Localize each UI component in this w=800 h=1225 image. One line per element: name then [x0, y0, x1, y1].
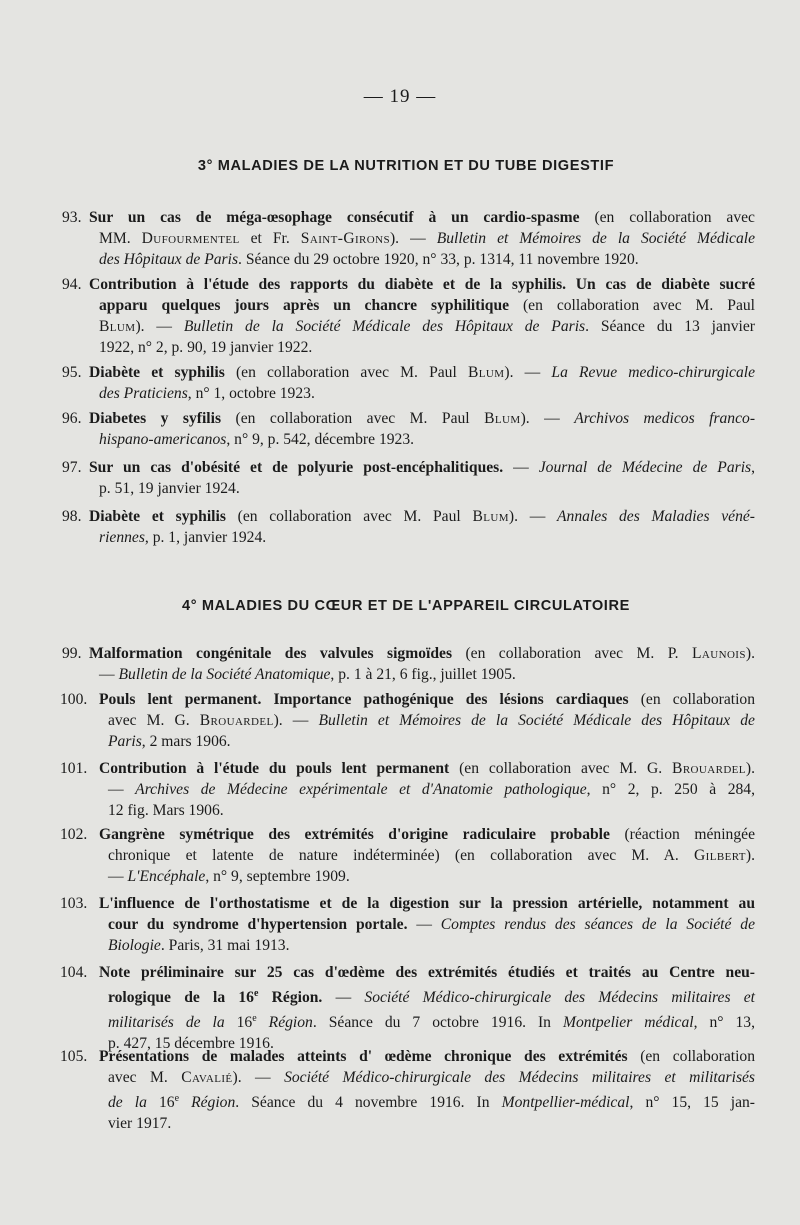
entry-text-segment: p. 51, 19 janvier 1924.: [99, 480, 240, 497]
entry-text-segment: (en collaboration: [627, 1048, 755, 1065]
entry-text-segment: Diabetes y syfilis: [89, 410, 222, 427]
entry-text-segment: Archives de Médecine expérimentale et d'Anatomie pathologique: [135, 781, 587, 798]
entry-text-segment: ).: [745, 645, 755, 662]
entry-text-segment: Malformation congénitale des valvules sigmoïdes: [89, 645, 453, 662]
bibliography-entry-100: [0, 689, 800, 752]
entry-text-segment: Montpelier médical: [562, 1014, 694, 1032]
entry-text-segment: (réaction méningée: [609, 826, 755, 843]
entry-text-segment: Blum: [484, 410, 521, 427]
entry-text-segment: e: [252, 1013, 257, 1025]
entry-text-segment: Annales des Maladies véné-: [557, 508, 755, 525]
entry-text: [89, 643, 755, 685]
entry-text: [89, 274, 755, 358]
entry-text-segment: avec M.: [108, 1069, 182, 1086]
bibliography-entry-93: [0, 207, 800, 270]
entry-text-segment: ). —: [135, 318, 184, 335]
bibliography-entry-102: [0, 824, 800, 887]
entry-text-segment: Pouls lent permanent. Importance pathogénique des lésions cardiaques: [99, 691, 629, 708]
entry-text-segment: des Hôpitaux de Paris: [99, 251, 239, 268]
entry-text-segment: Région.: [258, 989, 323, 1007]
entry-text-segment: 16: [146, 1094, 175, 1112]
bibliography-entry-103: [0, 893, 800, 956]
entry-text-segment: ). —: [520, 410, 575, 427]
entry-text: [99, 758, 755, 821]
entry-text-segment: . Séance du 13 janvier: [585, 318, 755, 335]
entry-text-segment: Paris: [108, 733, 142, 750]
entry-text-segment: . Séance du 29 octobre 1920, n° 33, p. 1314, 11 novembre 1920.: [238, 251, 639, 268]
entry-text-segment: cour du syndrome d'hypertension portale.: [108, 916, 408, 933]
entry-text-segment: Biologie: [108, 937, 161, 954]
entry-text-segment: ). —: [389, 230, 437, 247]
entry-text-segment: Launois: [692, 645, 746, 662]
entry-text: [89, 506, 755, 548]
bibliography-entry-96: [0, 408, 800, 450]
section-heading-circulatory: 4° MALADIES DU CŒUR ET DE L'APPAREIL CIRCULATOIRE: [182, 598, 630, 614]
entry-text-segment: Sur un cas de méga-œsophage consécutif à un cardio-spasme: [89, 209, 580, 226]
entry-text-segment: (en collaboration avec M. P.: [452, 645, 692, 662]
entry-text-segment: MM.: [99, 230, 142, 247]
entry-text-segment: Gangrène symétrique des extrémités d'origine radiculaire probable: [99, 826, 610, 843]
entry-text-segment: Blum: [472, 508, 509, 525]
entry-text-segment: Présentations de malades atteints d' œdème chronique des extrémités: [99, 1048, 628, 1065]
entry-number: 102.: [60, 826, 88, 843]
entry-text: [99, 962, 755, 1054]
entry-text-segment: , n° 15, 15 jan-: [629, 1094, 755, 1112]
entry-number: 105.: [60, 1048, 88, 1065]
entry-text-segment: , n° 2, p. 250 à 284,: [586, 781, 755, 798]
page-number: — 19 —: [363, 86, 437, 107]
entry-text-segment: Société Médico-chirurgicale des Médecins militaires et: [364, 989, 756, 1007]
entry-number: 96.: [62, 410, 82, 427]
entry-text-segment: et Fr.: [239, 230, 301, 247]
entry-text-segment: de la: [108, 1094, 147, 1112]
entry-text: [89, 207, 755, 270]
entry-text-segment: hispano-americanos: [99, 431, 227, 448]
entry-text-segment: Bulletin et Mémoires de la Société Médicale des Hôpitaux de: [318, 712, 755, 729]
entry-text-segment: La Revue medico-chirurgicale: [551, 364, 755, 381]
entry-number: 93.: [62, 209, 82, 226]
entry-text-segment: (en collaboration avec M. Paul: [225, 508, 473, 525]
entry-text-segment: des Praticiens: [99, 385, 188, 402]
entry-text-segment: ,: [751, 459, 756, 476]
entry-text-segment: Archivos medicos franco-: [574, 410, 756, 427]
entry-text-segment: Comptes rendus des séances de la Société de: [440, 916, 755, 933]
entry-text-segment: 16: [224, 1014, 253, 1032]
entry-text-segment: ). —: [504, 364, 552, 381]
entry-text-segment: Région: [256, 1014, 313, 1032]
entry-text: [89, 408, 755, 450]
entry-text-segment: Saint-Girons: [300, 230, 390, 247]
bibliography-entry-104: [0, 962, 800, 1053]
entry-number: 95.: [62, 364, 82, 381]
entry-text-segment: Région: [179, 1094, 236, 1112]
entry-text-segment: , p. 1 à 21, 6 fig., juillet 1905.: [330, 666, 516, 683]
entry-text: [99, 824, 755, 887]
section-heading-nutrition: 3° MALADIES DE LA NUTRITION ET DU TUBE DIGESTIF: [197, 158, 615, 174]
entry-text: [89, 362, 755, 404]
bibliography-entry-105: [0, 1046, 800, 1133]
entry-text-segment: , p. 1, janvier 1924.: [144, 529, 267, 546]
entry-text-segment: —: [99, 666, 119, 683]
entry-text-segment: Brouardel: [672, 760, 746, 777]
entry-text: [99, 1046, 755, 1134]
entry-text-segment: , n° 1, octobre 1923.: [187, 385, 315, 402]
entry-text-segment: Blum: [467, 364, 505, 381]
entry-text-segment: chronique et latente de nature indéterminée) (en collaboration avec M. A.: [108, 847, 694, 864]
bibliography-entry-97: [0, 457, 800, 499]
entry-text: [99, 893, 755, 956]
entry-text-segment: Diabète et syphilis: [89, 508, 226, 525]
entry-text-segment: Montpellier-médical: [501, 1094, 630, 1112]
bibliography-entry-101: [0, 758, 800, 821]
entry-number: 100.: [60, 691, 88, 708]
bibliography-entry-98: [0, 506, 800, 548]
entry-text-segment: ).: [745, 760, 755, 777]
entry-text-segment: e: [253, 988, 259, 999]
entry-text-segment: —: [108, 781, 136, 798]
entry-text-segment: (en collaboration avec M. Paul: [224, 364, 468, 381]
entry-text-segment: Journal de Médecine de Paris: [538, 459, 752, 476]
entry-number: 94.: [62, 276, 82, 293]
entry-text-segment: (en collaboration avec: [579, 209, 755, 226]
entry-text-segment: avec M. G.: [108, 712, 200, 729]
entry-text-segment: , n° 9, septembre 1909.: [205, 868, 350, 885]
entry-text-segment: ). —: [508, 508, 558, 525]
entry-text-segment: Sur un cas d'obésité et de polyurie post-encéphalitiques.: [89, 459, 504, 476]
entry-text-segment: (en collaboration avec M. Paul: [509, 297, 755, 314]
entry-text-segment: Gilbert: [694, 847, 746, 864]
entry-text-segment: militarisés de la: [108, 1014, 225, 1032]
entry-text-segment: Contribution à l'étude des rapports du diabète et de la syphilis. Un cas de diabète sucré: [89, 276, 755, 293]
entry-text-segment: , n° 13,: [693, 1014, 755, 1032]
entry-text-segment: 12 fig. Mars 1906.: [108, 802, 224, 819]
entry-text-segment: Brouardel: [199, 712, 274, 729]
entry-number: 98.: [62, 508, 82, 525]
entry-text-segment: —: [108, 868, 128, 885]
entry-text-segment: vier 1917.: [108, 1115, 172, 1133]
entry-text-segment: Société Médico-chirurgicale des Médecins militaires et militarisés: [284, 1069, 755, 1086]
entry-text-segment: rologique de la 16: [108, 989, 254, 1007]
entry-number: 97.: [62, 459, 82, 476]
bibliography-entry-94: [0, 274, 800, 358]
entry-text-segment: ).: [745, 847, 755, 864]
entry-text-segment: Bulletin et Mémoires de la Société Médicale: [436, 230, 756, 247]
entry-number: 103.: [60, 895, 88, 912]
entry-text-segment: . Paris, 31 mai 1913.: [160, 937, 290, 954]
entry-text-segment: Blum: [99, 318, 136, 335]
entry-text-segment: , 2 mars 1906.: [141, 733, 231, 750]
entry-text: [99, 689, 755, 752]
entry-text-segment: riennes: [99, 529, 145, 546]
entry-text-segment: , n° 9, p. 542, décembre 1923.: [226, 431, 415, 448]
entry-text-segment: apparu quelques jours après un chancre syphilitique: [99, 297, 510, 314]
entry-text-segment: (en collaboration: [628, 691, 755, 708]
entry-text-segment: ). —: [232, 1069, 285, 1086]
entry-text-segment: (en collaboration avec M. G.: [449, 760, 673, 777]
bibliography-entry-99: [0, 643, 800, 685]
entry-text-segment: Contribution à l'étude du pouls lent permanent: [99, 760, 450, 777]
entry-number: 99.: [62, 645, 82, 662]
entry-text-segment: 1922, n° 2, p. 90, 19 janvier 1922.: [99, 339, 313, 356]
entry-text: [89, 457, 755, 499]
entry-text-segment: Bulletin de la Société Médicale des Hôpitaux de Paris: [183, 318, 586, 335]
entry-number: 104.: [60, 964, 88, 981]
entry-text-segment: —: [503, 459, 539, 476]
entry-text-segment: Note préliminaire sur 25 cas d'œdème des extrémités étudiés et traités au Centre neu-: [99, 964, 755, 981]
entry-text-segment: Diabète et syphilis: [89, 364, 225, 381]
entry-text-segment: Cavalié: [181, 1069, 233, 1086]
entry-text-segment: Bulletin de la Société Anatomique: [118, 666, 331, 683]
entry-text-segment: Dufourmentel: [141, 230, 240, 247]
entry-text-segment: —: [322, 989, 365, 1007]
bibliography-entry-95: [0, 362, 800, 404]
entry-number: 101.: [60, 760, 88, 777]
entry-text-segment: —: [407, 916, 441, 933]
entry-text-segment: e: [174, 1093, 180, 1104]
entry-text-segment: L'influence de l'orthostatisme et de la digestion sur la pression artérielle, notamment au: [99, 895, 755, 912]
entry-text-segment: p. 427, 15 décembre 1916.: [108, 1035, 274, 1053]
entry-text-segment: (en collaboration avec M. Paul: [221, 410, 485, 427]
entry-text-segment: ). —: [273, 712, 319, 729]
entry-text-segment: . Séance du 7 octobre 1916. In: [312, 1014, 563, 1032]
entry-text-segment: . Séance du 4 novembre 1916. In: [235, 1094, 502, 1112]
entry-text-segment: L'Encéphale: [127, 868, 206, 885]
